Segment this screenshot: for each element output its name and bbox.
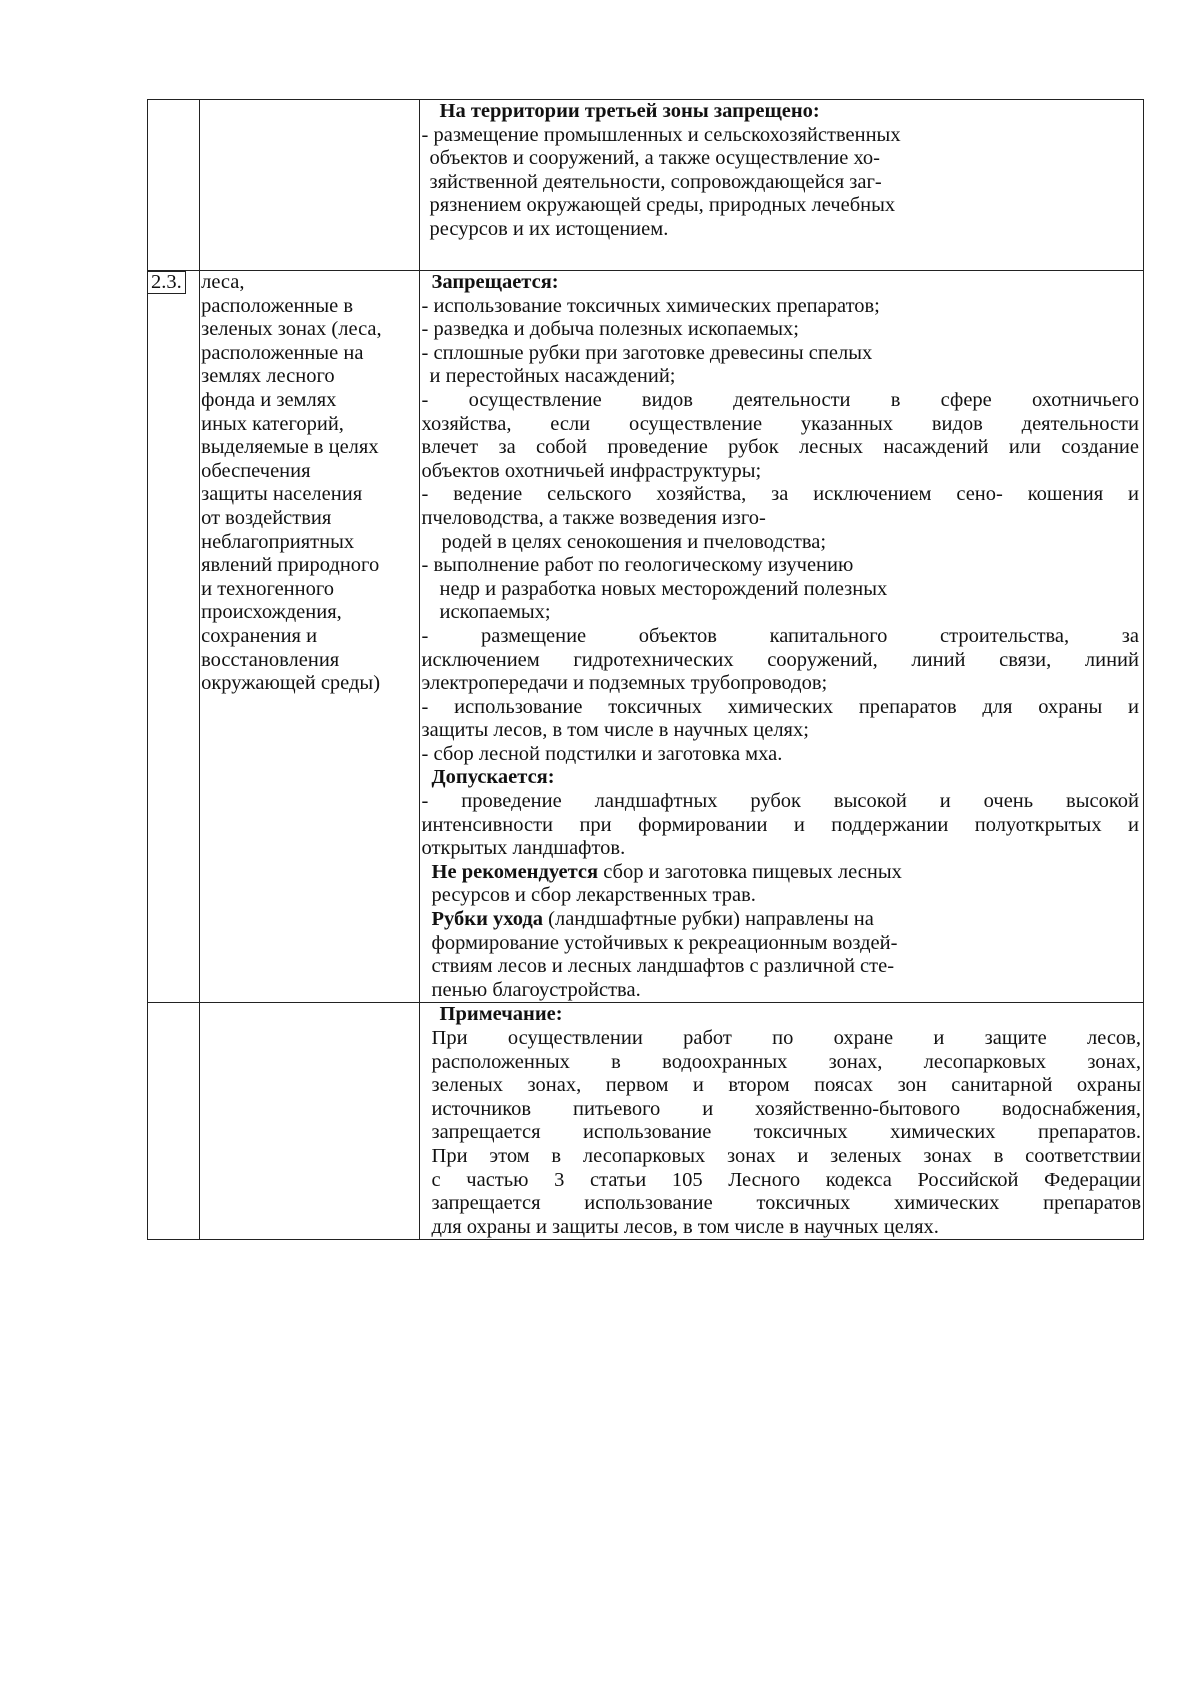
content-cell-2-3 [419, 271, 1143, 1003]
text-line: зяйственной деятельности, сопровождающейся заг- [429, 170, 882, 193]
not-recommended-text: сбор и заготовка пищевых лесных [598, 860, 902, 883]
not-recommended-label: Не рекомендуется [431, 860, 599, 883]
third-zone-heading: На территории третьей зоны запрещено: [439, 100, 820, 122]
note-line: для охраны и защиты лесов, в том числе в научных целях. [431, 1215, 939, 1238]
note-line: расположенных в водоохранных зонах, лесопарковых зонах, [431, 1050, 1141, 1073]
regulations-table [147, 99, 1144, 1240]
category-line: сохранения и [201, 624, 318, 647]
prohibited-heading: Запрещается: [431, 271, 559, 293]
category-line: происхождения, [201, 601, 342, 624]
number-cell [148, 271, 200, 1003]
care-cutting-line [422, 908, 1139, 932]
prohibited-item: - ведение сельского хозяйства, за исключением сено- кошения и [421, 483, 1139, 506]
text-line: - размещение промышленных и сельскохозяйственных [421, 123, 901, 146]
category-line: обеспечения [201, 459, 311, 482]
text-line: ресурсов и их истощением. [429, 217, 669, 240]
prohibited-item: - использование токсичных химических препаратов для охраны и [421, 695, 1139, 718]
care-cutting-line: формирование устойчивых к рекреационным воздей- [431, 931, 898, 954]
note-line: запрещается использование токсичных химических препаратов [431, 1192, 1141, 1215]
category-cell [200, 271, 419, 1003]
number-cell-empty [148, 1003, 200, 1240]
prohibited-item: - сбор лесной подстилки и заготовка мха. [421, 742, 783, 765]
prohibited-item: - осуществление видов деятельности в сфере охотничьего [421, 388, 1139, 411]
prohibited-item: - сплошные рубки при заготовке древесины спелых [421, 341, 873, 364]
category-line: леса, [201, 271, 245, 293]
row-number: 2.3. [147, 271, 186, 294]
prohibited-item: - разведка и добыча полезных ископаемых; [421, 318, 799, 341]
prohibited-item: и перестойных насаждений; [429, 365, 676, 388]
care-cutting-label: Рубки ухода [431, 908, 544, 931]
category-line: явлений природного [201, 554, 380, 577]
note-line: источников питьевого и хозяйственно-бытового водоснабжения, [431, 1097, 1141, 1120]
category-line: расположенные на [201, 341, 364, 364]
table-row-2-3 [148, 271, 1144, 1003]
prohibited-item: исключением гидротехнических сооружений, линий связи, линий [421, 648, 1139, 671]
prohibited-item: недр и разработка новых месторождений полезных [439, 577, 888, 600]
text-line: рязнением окружающей среды, природных лечебных [429, 194, 896, 217]
note-line: запрещается использование токсичных химических препаратов. [431, 1121, 1141, 1144]
note-line: с частью 3 статьи 105 Лесного кодекса Российской Федерации [431, 1168, 1141, 1191]
category-line: фонда и землях [201, 388, 337, 411]
allowed-item: - проведение ландшафтных рубок высокой и очень высокой [421, 790, 1139, 813]
category-line: защиты населения [201, 483, 363, 506]
prohibited-item: пчеловодства, а также возведения изго- [421, 506, 766, 529]
category-line: выделяемые в целях [201, 436, 379, 459]
text-line: объектов и сооружений, а также осуществление хо- [429, 147, 880, 170]
prohibited-item: объектов охотничьей инфраструктуры; [421, 459, 762, 482]
category-line: землях лесного [201, 365, 335, 388]
prohibited-item: влечет за собой проведение рубок лесных насаждений или создание [421, 436, 1139, 459]
prohibited-item: электропередачи и подземных трубопроводов; [421, 672, 828, 695]
not-recommended-line [422, 861, 1139, 885]
prohibited-item: - использование токсичных химических препаратов; [421, 294, 880, 317]
content-cell-third-zone [419, 100, 1143, 271]
note-line: При этом в лесопарковых зонах и зеленых зонах в соответствии [431, 1144, 1141, 1167]
not-recommended-line: ресурсов и сбор лекарственных трав. [431, 884, 756, 907]
category-line: восстановления [201, 648, 340, 671]
category-cell-empty [200, 1003, 419, 1240]
prohibited-item: - размещение объектов капитального строительства, за [421, 624, 1139, 647]
prohibited-item: - выполнение работ по геологическому изучению [421, 554, 854, 577]
category-line: от воздействия [201, 506, 332, 529]
prohibited-item: хозяйства, если осуществление указанных видов деятельности [421, 412, 1139, 435]
note-line: При осуществлении работ по охране и защите лесов, [431, 1027, 1141, 1049]
category-line: окружающей среды) [201, 672, 381, 695]
category-line: зеленых зонах (леса, [201, 318, 382, 341]
allowed-item: открытых ландшафтов. [421, 837, 626, 860]
prohibited-item: защиты лесов, в том числе в научных целях; [421, 719, 809, 742]
table-row-note [148, 1003, 1144, 1240]
allowed-heading: Допускается: [431, 766, 555, 789]
care-cutting-line: пенью благоустройства. [431, 978, 641, 1001]
allowed-item: интенсивности при формировании и поддержании полуоткрытых и [421, 813, 1139, 836]
care-cutting-line: ствиям лесов и лесных ландшафтов с различной сте- [431, 955, 895, 978]
category-line: иных категорий, [201, 412, 344, 435]
prohibited-item: ископаемых; [439, 601, 551, 624]
note-heading: Примечание: [439, 1003, 563, 1026]
content-cell-note [419, 1003, 1143, 1240]
table-row-third-zone [148, 100, 1144, 271]
note-line: зеленых зонах, первом и втором поясах зон санитарной охраны [431, 1074, 1141, 1097]
care-cutting-text: (ландшафтные рубки) направлены на [543, 908, 874, 931]
number-cell-empty [148, 100, 200, 271]
prohibited-item: родей в целях сенокошения и пчеловодства; [441, 530, 827, 553]
category-line: расположенные в [201, 294, 354, 317]
category-line: и техногенного [201, 577, 335, 600]
category-line: неблагоприятных [201, 530, 355, 553]
category-cell-empty [200, 100, 419, 271]
